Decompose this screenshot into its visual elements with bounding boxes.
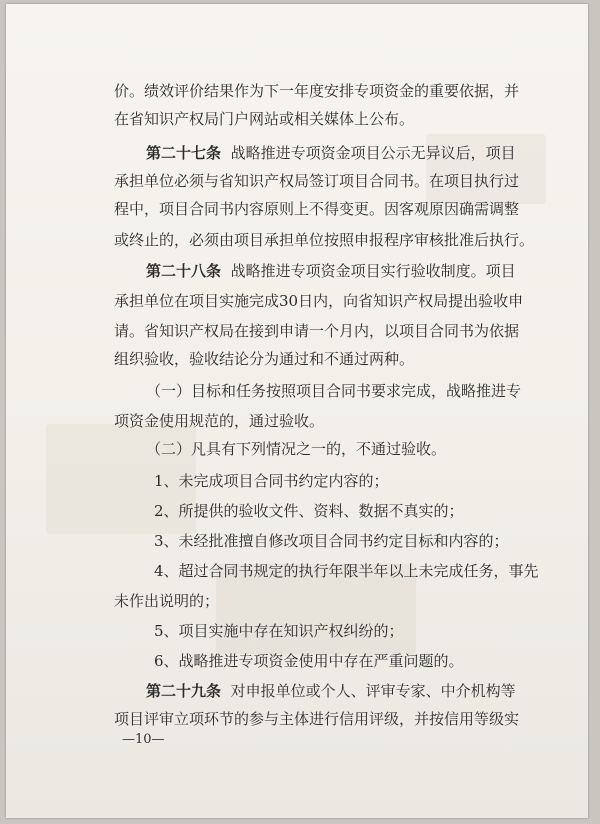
text-line: 程中，项目合同书内容原则上不得变更。因客观原因确需调整: [114, 200, 520, 218]
list-item: 5、项目实施中存在知识产权纠纷的；: [154, 622, 404, 640]
article-27-line: 第二十七条 战略推进专项资金项目公示无异议后，项目: [146, 144, 516, 162]
text-line: （一）目标和任务按照项目合同书要求完成，战略推进专: [146, 382, 522, 400]
text-line: 承担单位在项目实施完成30日内，向省知识产权局提出验收申: [114, 292, 524, 310]
article-heading: 第二十八条: [146, 262, 222, 280]
page-number: —10—: [122, 732, 165, 747]
text-line: 项资金使用规范的，通过验收。: [114, 412, 325, 430]
article-28-line: 第二十八条 战略推进专项资金项目实行验收制度。项目: [146, 262, 516, 280]
text-line: 未作出说明的；: [114, 592, 220, 610]
text-line: 或终止的，必须由项目承担单位按照申报程序审核批准后执行。: [114, 231, 535, 249]
article-29-line: 第二十九条 对申报单位或个人、评审专家、中介机构等: [146, 682, 516, 700]
list-item: 4、超过合同书规定的执行年限半年以上未完成任务，事先: [154, 562, 539, 580]
article-heading: 第二十九条: [146, 682, 222, 700]
text-line: 承担单位必须与省知识产权局签订项目合同书。在项目执行过: [114, 172, 520, 190]
text-line: 在省知识产权局门户网站或相关媒体上公布。: [114, 110, 415, 128]
document-page: [6, 4, 588, 818]
text-line: 价。绩效评价结果作为下一年度安排专项资金的重要依据，并: [114, 82, 520, 100]
list-item: 6、战略推进专项资金使用中存在严重问题的。: [154, 652, 464, 670]
text-line: （二）凡具有下列情况之一的，不通过验收。: [146, 440, 447, 458]
list-item: 2、所提供的验收文件、资料、数据不真实的；: [154, 502, 464, 520]
list-item: 3、未经批准擅自修改项目合同书约定目标和内容的；: [154, 532, 509, 550]
article-heading: 第二十七条: [146, 144, 222, 162]
document-body: [6, 4, 588, 818]
text-line: 组织验收，验收结论分为通过和不通过两种。: [114, 350, 415, 368]
text-line: 请。省知识产权局在接到申请一个月内，以项目合同书为依据: [114, 322, 520, 340]
list-item: 1、未完成项目合同书约定内容的；: [154, 472, 389, 490]
text-line: 项目评审立项环节的参与主体进行信用评级，并按信用等级实: [114, 710, 520, 728]
